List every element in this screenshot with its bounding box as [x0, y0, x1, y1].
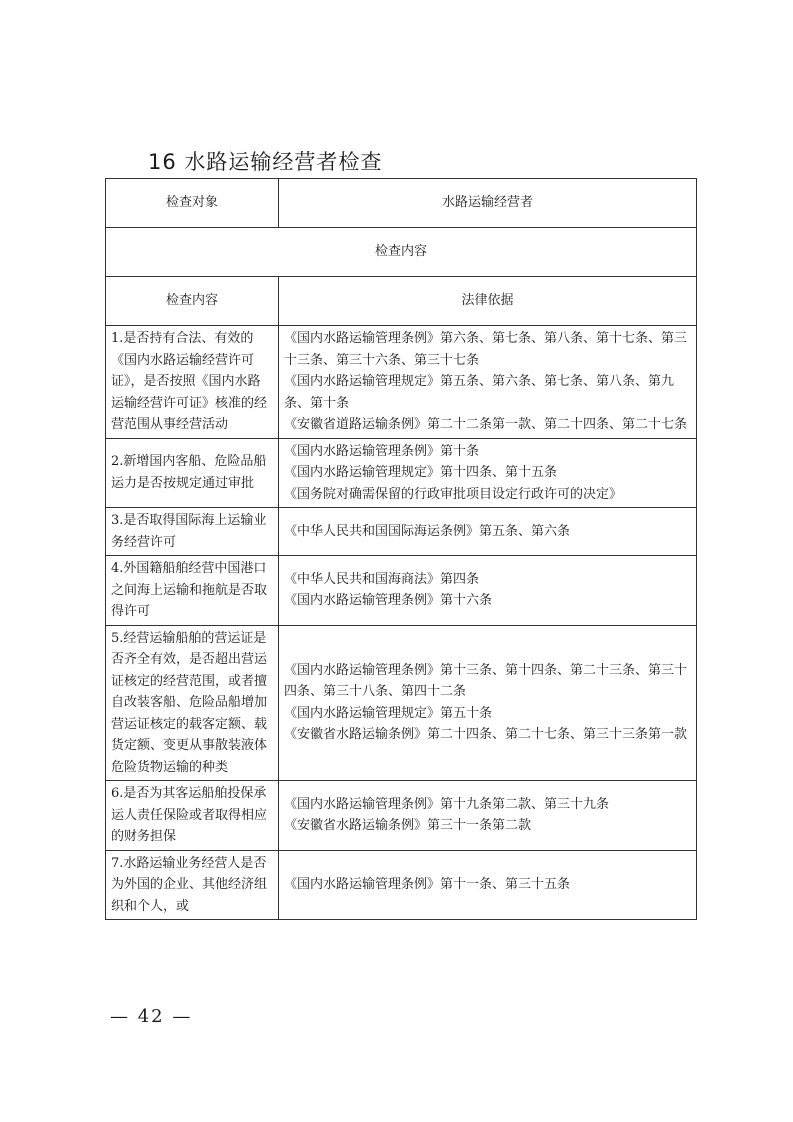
legal-basis: [279, 781, 697, 851]
legal-basis-line: 《国内水路运输管理条例》第六条、第七条、第八条、第十七条、第三十三条、第三十六条、第三十七条: [284, 331, 688, 368]
check-item: 4.外国籍船舶经营中国港口之间海上运输和拖航是否取得许可: [106, 556, 279, 626]
legal-basis-line: 《国内水路运输管理规定》第五十条: [284, 705, 493, 721]
table-row: [106, 438, 697, 508]
legal-basis: [279, 625, 697, 781]
legal-basis-line: 《国内水路运输管理条例》第十一条、第三十五条: [284, 877, 571, 892]
legal-basis-line: 《国内水路运输管理条例》第十三条、第十四条、第二十三条、第三十四条、第三十八条、第四十二条: [284, 662, 688, 700]
legal-basis: [279, 438, 697, 508]
legal-basis-line: 《安徽省水路运输条例》第三十一条第二款: [284, 818, 532, 834]
check-item: 1.是否持有合法、有效的《国内水路运输经营许可证》，是否按照《国内水路运输经营许可证》核准的经营范围从事经营活动: [106, 326, 279, 439]
object-label: 检查对象: [106, 179, 279, 228]
legal-basis: [279, 326, 697, 439]
table-row: [106, 326, 697, 439]
legal-basis-line: 《国内水路运输管理规定》第十四条、第十五条: [284, 465, 558, 480]
legal-basis: [279, 850, 697, 920]
legal-basis-line: 《中华人民共和国国际海运条例》第五条、第六条: [284, 523, 571, 539]
column-header-row: [106, 277, 697, 326]
table-row: [106, 781, 697, 851]
check-item: 2.新增国内客船、危险品船运力是否按规定通过审批: [106, 438, 279, 508]
legal-basis: [279, 556, 697, 626]
object-value: 水路运输经营者: [279, 179, 697, 228]
table-row: [106, 556, 697, 626]
legal-basis-line: 《国内水路运输管理规定》第五条、第六条、第七条、第八条、第九条、第十条: [284, 374, 675, 411]
legal-basis-line: 《安徽省水路运输条例》第二十四条、第二十七条、第三十三条第一款: [284, 727, 688, 743]
table-row: [106, 850, 697, 920]
section-row: [106, 228, 697, 277]
legal-basis-line: 《国内水路运输管理条例》第十六条: [284, 593, 493, 609]
section-label: 检查内容: [106, 228, 697, 277]
legal-basis-line: 《安徽省道路运输条例》第二十二条第一款、第二十四条、第二十七条: [284, 417, 688, 432]
check-item: 5.经营运输船舶的营运证是否齐全有效，是否超出营运证核定的经营范围，或者擅自改装客船、危险品船增加营运证核定的载客定额、载货定额、变更从事散装液体危险货物运输的种类: [106, 625, 279, 781]
table-row: [106, 625, 697, 781]
legal-basis-line: 《国内水路运输管理条例》第十九条第二款、第三十九条: [284, 796, 610, 812]
legal-basis-line: 《国务院对确需保留的行政审批项目设定行政许可的决定》: [284, 486, 623, 502]
table-row: [106, 508, 697, 556]
legal-basis: [279, 508, 697, 556]
column-header-basis: 法律依据: [279, 277, 697, 326]
page-title: 16 水路运输经营者检查: [148, 150, 383, 174]
object-row: [106, 179, 697, 228]
legal-basis-line: 《国内水路运输管理条例》第十条: [284, 443, 480, 459]
check-item: 6.是否为其客运船舶投保承运人责任保险或者取得相应的财务担保: [106, 781, 279, 851]
legal-basis-line: 《中华人民共和国海商法》第四条: [284, 571, 480, 587]
inspection-table: [105, 178, 697, 920]
column-header-content: 检查内容: [106, 277, 279, 326]
check-item: 3.是否取得国际海上运输业务经营许可: [106, 508, 279, 556]
check-item: 7.水路运输业务经营人是否为外国的企业、其他经济组织和个人，或: [106, 850, 279, 920]
page-number: — 42 —: [110, 1006, 193, 1027]
